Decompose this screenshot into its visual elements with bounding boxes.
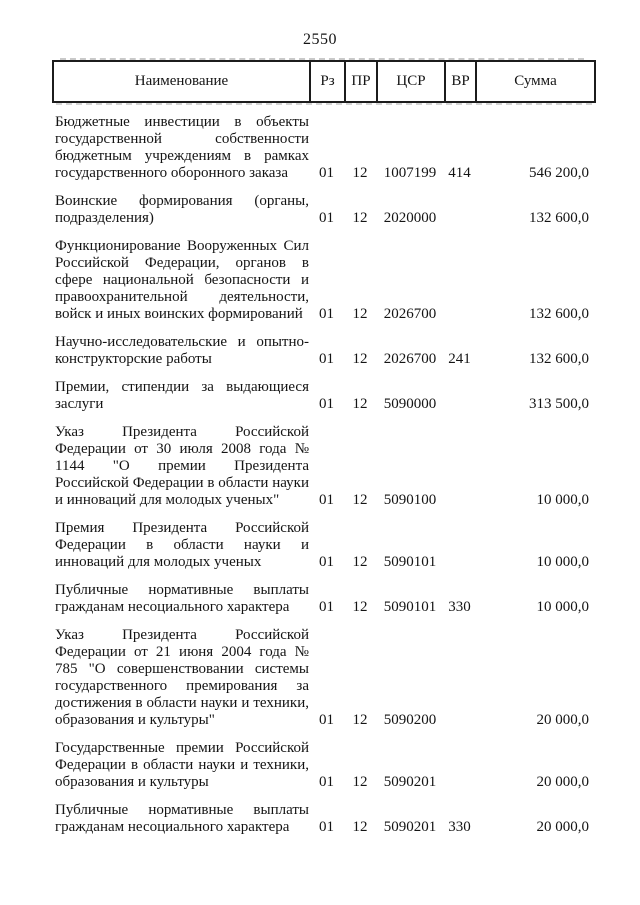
row-pr: 12 xyxy=(352,210,368,226)
table-row xyxy=(52,238,596,323)
row-pr: 12 xyxy=(352,351,368,367)
row-name: Указ Президента Российской Федерации от 30 июля 2008 года № 1144 "О премии Президента Российской Федерации в области науки и инноваций для молодых ученых" xyxy=(55,424,309,508)
row-pr: 12 xyxy=(352,819,368,835)
row-rz: 01 xyxy=(319,599,334,615)
row-csr: 5090100 xyxy=(383,492,437,508)
row-name: Бюджетные инвестиции в объекты государственной собственности бюджетным учреждениям в рамках государственного оборонного заказа xyxy=(55,114,309,181)
row-pr: 12 xyxy=(352,774,368,790)
row-csr: 5090000 xyxy=(383,396,437,412)
budget-table xyxy=(52,60,596,836)
table-row xyxy=(52,424,596,509)
row-sum: 10 000,0 xyxy=(536,492,589,508)
row-vr: 241 xyxy=(448,351,471,367)
table-row xyxy=(52,520,596,571)
row-csr: 5090200 xyxy=(383,712,437,728)
row-pr: 12 xyxy=(352,396,368,412)
row-rz: 01 xyxy=(319,210,334,226)
row-rz: 01 xyxy=(319,351,334,367)
row-rz: 01 xyxy=(319,165,334,181)
row-name: Публичные нормативные выплаты гражданам несоциального характера xyxy=(55,802,309,835)
row-sum: 20 000,0 xyxy=(536,712,589,728)
row-sum: 20 000,0 xyxy=(536,819,589,835)
row-name: Премии, стипендии за выдающиеся заслуги xyxy=(55,379,309,412)
row-name: Публичные нормативные выплаты гражданам несоциального характера xyxy=(55,582,309,615)
row-rz: 01 xyxy=(319,396,334,412)
table-row xyxy=(52,334,596,368)
row-sum: 10 000,0 xyxy=(536,554,589,570)
row-csr: 5090201 xyxy=(383,774,437,790)
row-csr: 5090201 xyxy=(383,819,437,835)
row-rz: 01 xyxy=(319,492,334,508)
row-sum: 20 000,0 xyxy=(536,774,589,790)
row-sum: 313 500,0 xyxy=(529,396,589,412)
row-name: Воинские формирования (органы, подразделения) xyxy=(55,193,309,226)
row-csr: 5090101 xyxy=(383,599,437,615)
row-csr: 5090101 xyxy=(383,554,437,570)
row-rz: 01 xyxy=(319,819,334,835)
row-name: Государственные премии Российской Федерации в области науки и техники, образования и культуры xyxy=(55,740,309,790)
row-rz: 01 xyxy=(319,554,334,570)
column-header-rz: Рз xyxy=(309,62,344,101)
table-row xyxy=(52,740,596,791)
column-header-vr: ВР xyxy=(444,62,475,101)
row-name: Указ Президента Российской Федерации от 21 июня 2004 года № 785 "О совершенствовании системы государственного премирования за достижения в области науки и техники, образования и культуры" xyxy=(55,627,309,728)
column-header-name: Наименование xyxy=(134,73,229,89)
row-csr: 2026700 xyxy=(383,351,437,367)
row-sum: 132 600,0 xyxy=(529,210,589,226)
row-sum: 10 000,0 xyxy=(536,599,589,615)
row-vr: 414 xyxy=(448,165,471,181)
table-row xyxy=(52,627,596,729)
table-header xyxy=(52,60,596,103)
table-body xyxy=(52,114,596,836)
row-rz: 01 xyxy=(319,306,334,322)
table-row xyxy=(52,802,596,836)
row-vr: 330 xyxy=(448,599,471,615)
column-header-pr: ПР xyxy=(344,62,376,101)
row-pr: 12 xyxy=(352,599,368,615)
column-header-sum: Сумма xyxy=(475,62,594,101)
page-number: 2550 xyxy=(303,31,337,48)
table-row xyxy=(52,114,596,182)
row-vr: 330 xyxy=(448,819,471,835)
row-pr: 12 xyxy=(352,554,368,570)
row-sum: 132 600,0 xyxy=(529,351,589,367)
row-name: Премия Президента Российской Федерации в области науки и инноваций для молодых ученых xyxy=(55,520,309,570)
row-csr: 2026700 xyxy=(383,306,437,322)
table-row xyxy=(52,193,596,227)
row-pr: 12 xyxy=(352,306,368,322)
column-header-csr: ЦСР xyxy=(376,62,444,101)
table-row xyxy=(52,582,596,616)
row-pr: 12 xyxy=(352,492,368,508)
row-pr: 12 xyxy=(352,165,368,181)
row-pr: 12 xyxy=(352,712,368,728)
row-name: Научно-исследовательские и опытно-конструкторские работы xyxy=(55,334,309,367)
table-row xyxy=(52,379,596,413)
row-rz: 01 xyxy=(319,712,334,728)
row-name: Функционирование Вооруженных Сил Российской Федерации, органов в сфере национальной безопасности и правоохранительной деятельности, войск и иных воинских формирований xyxy=(55,238,309,322)
row-csr: 2020000 xyxy=(383,210,437,226)
row-rz: 01 xyxy=(319,774,334,790)
row-sum: 132 600,0 xyxy=(529,306,589,322)
row-csr: 1007199 xyxy=(383,165,437,181)
row-sum: 546 200,0 xyxy=(529,165,589,181)
